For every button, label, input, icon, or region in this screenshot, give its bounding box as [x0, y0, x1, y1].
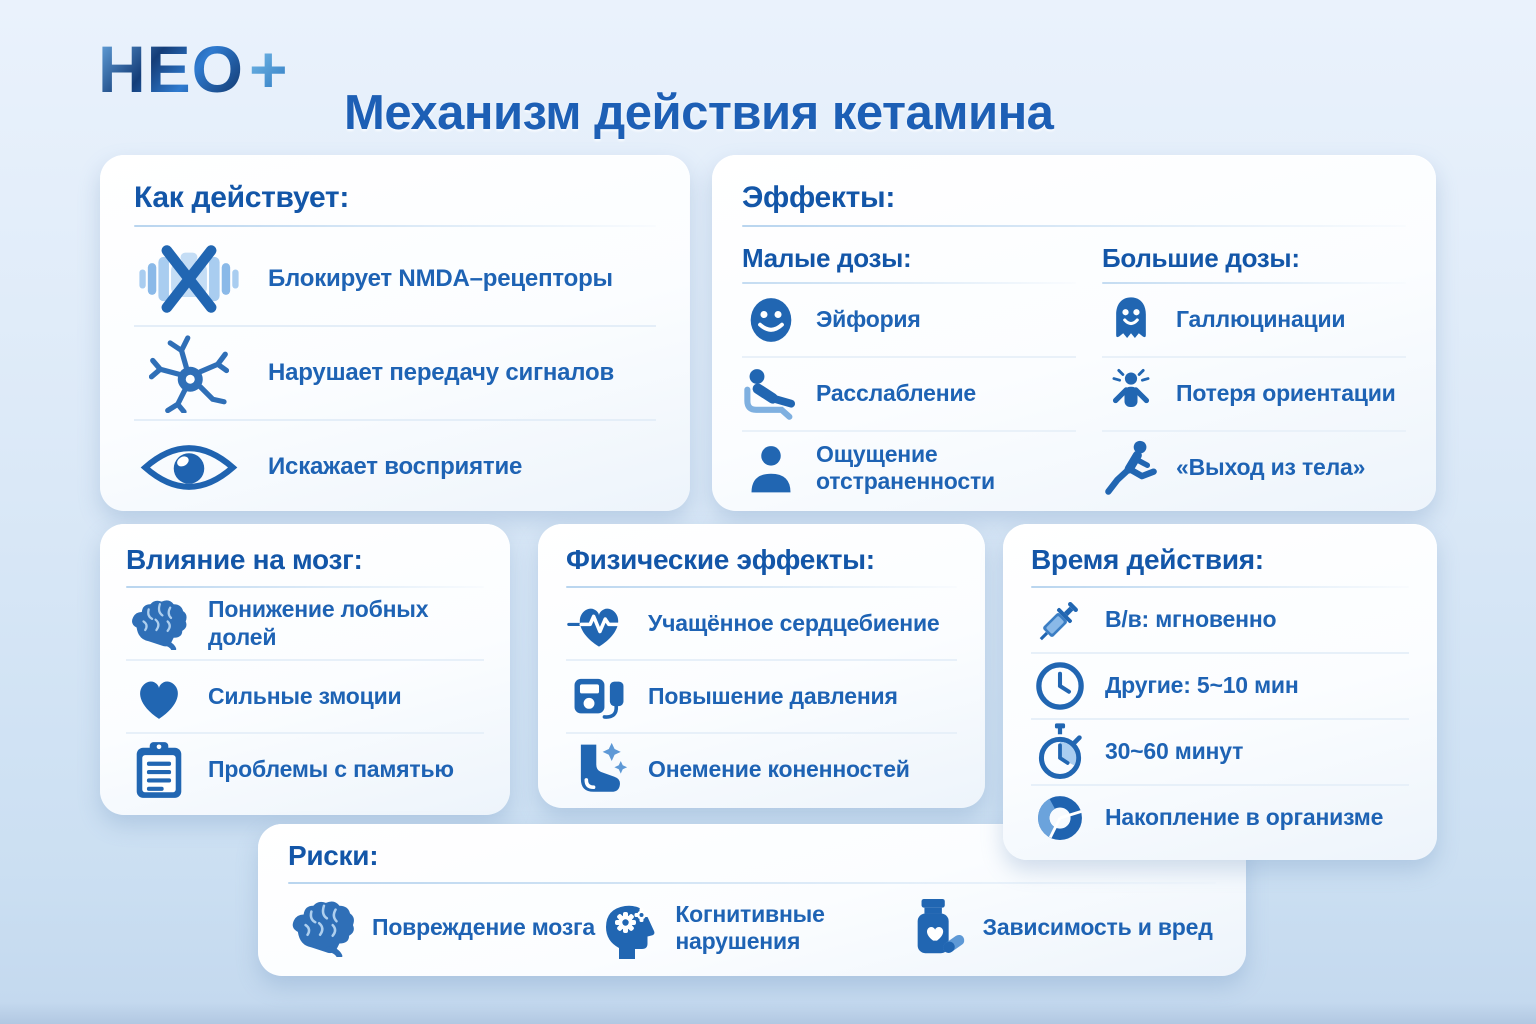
list-item — [566, 659, 957, 732]
item-label: Расслабление — [816, 380, 976, 407]
blood-pressure-icon — [570, 668, 628, 726]
list-item — [1102, 284, 1406, 356]
list-item — [1102, 356, 1406, 430]
card-effects-title: Эффекты: — [742, 181, 1406, 227]
list-item — [134, 233, 656, 325]
heart-icon — [131, 669, 187, 725]
item-label: Учащённое сердцебиение — [648, 609, 940, 636]
list-item — [1031, 588, 1409, 652]
card-physical-effects — [538, 524, 985, 808]
list-item — [566, 588, 957, 659]
list-item — [907, 897, 1216, 959]
item-label: Блокирует NMDA–рецепторы — [268, 264, 613, 292]
card-how-it-works — [100, 155, 690, 511]
list-item — [126, 732, 484, 805]
item-label: Галлюцинации — [1176, 306, 1346, 333]
list-item — [566, 732, 957, 805]
list-item — [1031, 718, 1409, 784]
item-label: Искажает восприятие — [268, 452, 523, 480]
disoriented-person-icon — [1105, 368, 1157, 420]
item-label: Зависимость и вред — [982, 914, 1213, 941]
ghost-icon — [1106, 295, 1156, 345]
large-doses-title: Большие дозы: — [1102, 243, 1406, 284]
logo-plus-sign: + — [249, 32, 289, 106]
item-label: Другие: 5~10 мин — [1105, 672, 1299, 699]
stopwatch-icon — [1033, 723, 1087, 781]
list-item — [134, 325, 656, 419]
card-brain-impact — [100, 524, 510, 815]
nmda-receptor-blocked-icon — [138, 241, 240, 317]
list-item — [742, 284, 1076, 356]
item-label: Эйфория — [816, 306, 921, 333]
card-risks-title: Риски: — [288, 840, 1216, 884]
item-label: В/в: мгновенно — [1105, 606, 1277, 633]
neuron-icon — [149, 333, 229, 413]
neo-plus-logo — [98, 32, 289, 106]
item-label: Проблемы с памятью — [208, 755, 454, 782]
list-item — [597, 896, 906, 960]
numb-foot-icon — [570, 741, 628, 799]
list-item — [1031, 784, 1409, 850]
card-physical-title: Физические эффекты: — [566, 544, 957, 588]
list-item — [742, 356, 1076, 430]
brain-icon — [128, 598, 190, 650]
page-title: Механизм действия кетамина — [344, 85, 1054, 140]
smiley-icon — [746, 295, 796, 345]
brain-damage-icon — [288, 899, 358, 957]
card-duration — [1003, 524, 1437, 860]
item-label: Повреждение мозга — [372, 914, 596, 941]
physical-items — [566, 588, 957, 805]
logo-text: НЕО — [98, 32, 245, 106]
how-items — [134, 233, 656, 513]
heartbeat-heart-icon — [567, 595, 631, 652]
item-label: Сильные змоции — [208, 682, 402, 709]
card-duration-title: Время действия: — [1031, 544, 1409, 588]
clock-icon — [1034, 660, 1086, 712]
item-label: Понижение лобных долей — [208, 596, 429, 650]
eye-icon — [140, 437, 238, 498]
item-label: Повышение давления — [648, 682, 898, 709]
out-of-body-icon — [1102, 439, 1160, 497]
small-doses-title: Малые дозы: — [742, 243, 1076, 284]
item-label: Нарушает передачу сигналов — [268, 358, 615, 386]
donut-chart-icon — [1034, 792, 1086, 844]
list-item — [126, 659, 484, 732]
risks-items — [288, 896, 1216, 960]
small-doses-column — [742, 243, 1076, 504]
brain-items — [126, 588, 484, 805]
item-label: Онемение коненностей — [648, 755, 910, 782]
item-label: 30~60 минут — [1105, 738, 1244, 765]
list-item — [1031, 652, 1409, 718]
syringe-icon — [1032, 592, 1088, 648]
card-effects — [712, 155, 1436, 511]
list-item — [134, 419, 656, 513]
list-item — [1102, 430, 1406, 504]
list-item — [742, 430, 1076, 504]
item-label: «Выход из тела» — [1176, 454, 1366, 481]
item-label: Ощущение отстраненности — [816, 440, 995, 494]
timing-items — [1031, 588, 1409, 850]
card-how-title: Как действует: — [134, 181, 656, 227]
effects-columns — [742, 243, 1406, 504]
pill-bottle-icon — [907, 897, 969, 959]
relaxing-person-icon — [743, 366, 799, 422]
item-label: Накопление в организме — [1105, 804, 1384, 831]
person-bust-icon — [745, 442, 797, 494]
item-label: Потеря ориентации — [1176, 380, 1396, 407]
clipboard-icon — [133, 740, 185, 800]
card-brain-title: Влияние на мозг: — [126, 544, 484, 588]
item-label: Когнитивные нарушения — [675, 900, 825, 954]
large-doses-column — [1102, 243, 1406, 504]
list-item — [288, 899, 597, 957]
list-item — [126, 588, 484, 659]
cognitive-gears-head-icon — [597, 896, 661, 960]
